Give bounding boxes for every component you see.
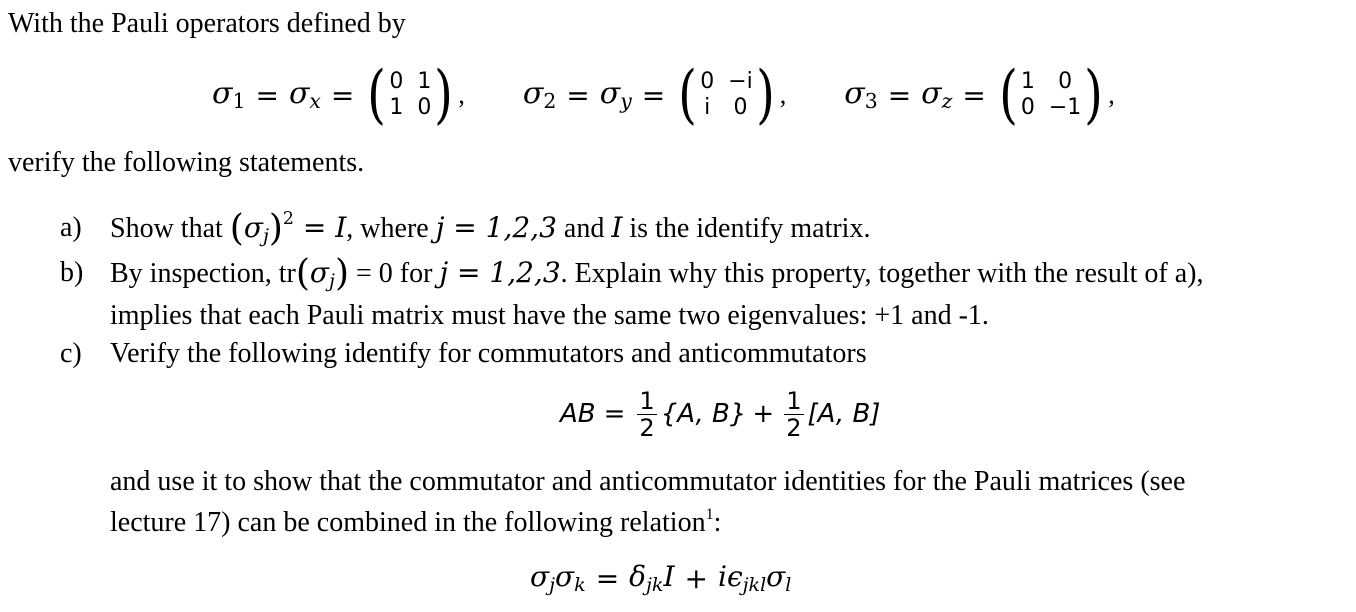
item-c-label: c) [60,338,82,369]
commutator-identity-equation: AB = $\frac{1}{2}$ {A, B} + $\frac{1}{2}$ [A, B] [560,386,881,442]
sigma2-matrix: 0 −i i 0 [700,69,753,120]
item-b-label: b) [60,257,84,288]
item-a-label: a) [60,212,82,243]
pauli-definitions [212,58,1115,132]
item-a-text: Show that $(\sigma_j)^2 = I$, where j = 1,2,3 and I is the identify matrix. [110,208,871,249]
pauli-sigma1: $\sigma_1$ = $\sigma_x$ = ( 0 1 1 0 ) , [212,58,465,132]
sigmaz-symbol: $\sigma_z$ [921,76,953,114]
sigmay-symbol: $\sigma_y$ [599,76,632,114]
intro-text: With the Pauli operators defined by [8,8,406,39]
pauli-sigma2: $\sigma_2$ = $\sigma_y$ = ( 0 −i i 0 ) , [522,58,787,132]
sigma1-symbol: $\sigma_1$ [212,76,246,114]
item-c-line1: Verify the following identify for commutators and anticommutators [110,338,867,369]
item-c-line3: lecture 17) can be combined in the following relation$^1$: [110,506,722,538]
item-c-line2: and use it to show that the commutator and anticommutator identities for the Pauli matrices (see [110,466,1186,497]
item-b-line1: By inspection, $tr(\sigma_j) = 0$ for j = 1,2,3. Explain why this property, together with the result of a), [110,253,1204,294]
verify-text: verify the following statements. [8,147,365,178]
pauli-product-relation: $\sigma_j\sigma_k$ = $\delta_{jk}I$ + $i\epsilon_{jkl}\sigma_l$ [530,560,792,596]
sigmax-symbol: $\sigma_x$ [288,76,321,114]
sigma3-matrix: 1 0 0 −1 [1020,69,1082,120]
pauli-sigma3: $\sigma_3$ = $\sigma_z$ = ( 1 0 0 −1 ) , [844,58,1115,132]
sigma2-symbol: $\sigma_2$ [522,76,557,114]
sigma3-symbol: $\sigma_3$ [844,76,878,114]
sigma1-matrix: 0 1 1 0 [389,69,432,120]
item-b-line2: implies that each Pauli matrix must have the same two eigenvalues: +1 and -1. [110,300,989,331]
footnote-marker: 1 [705,506,714,523]
